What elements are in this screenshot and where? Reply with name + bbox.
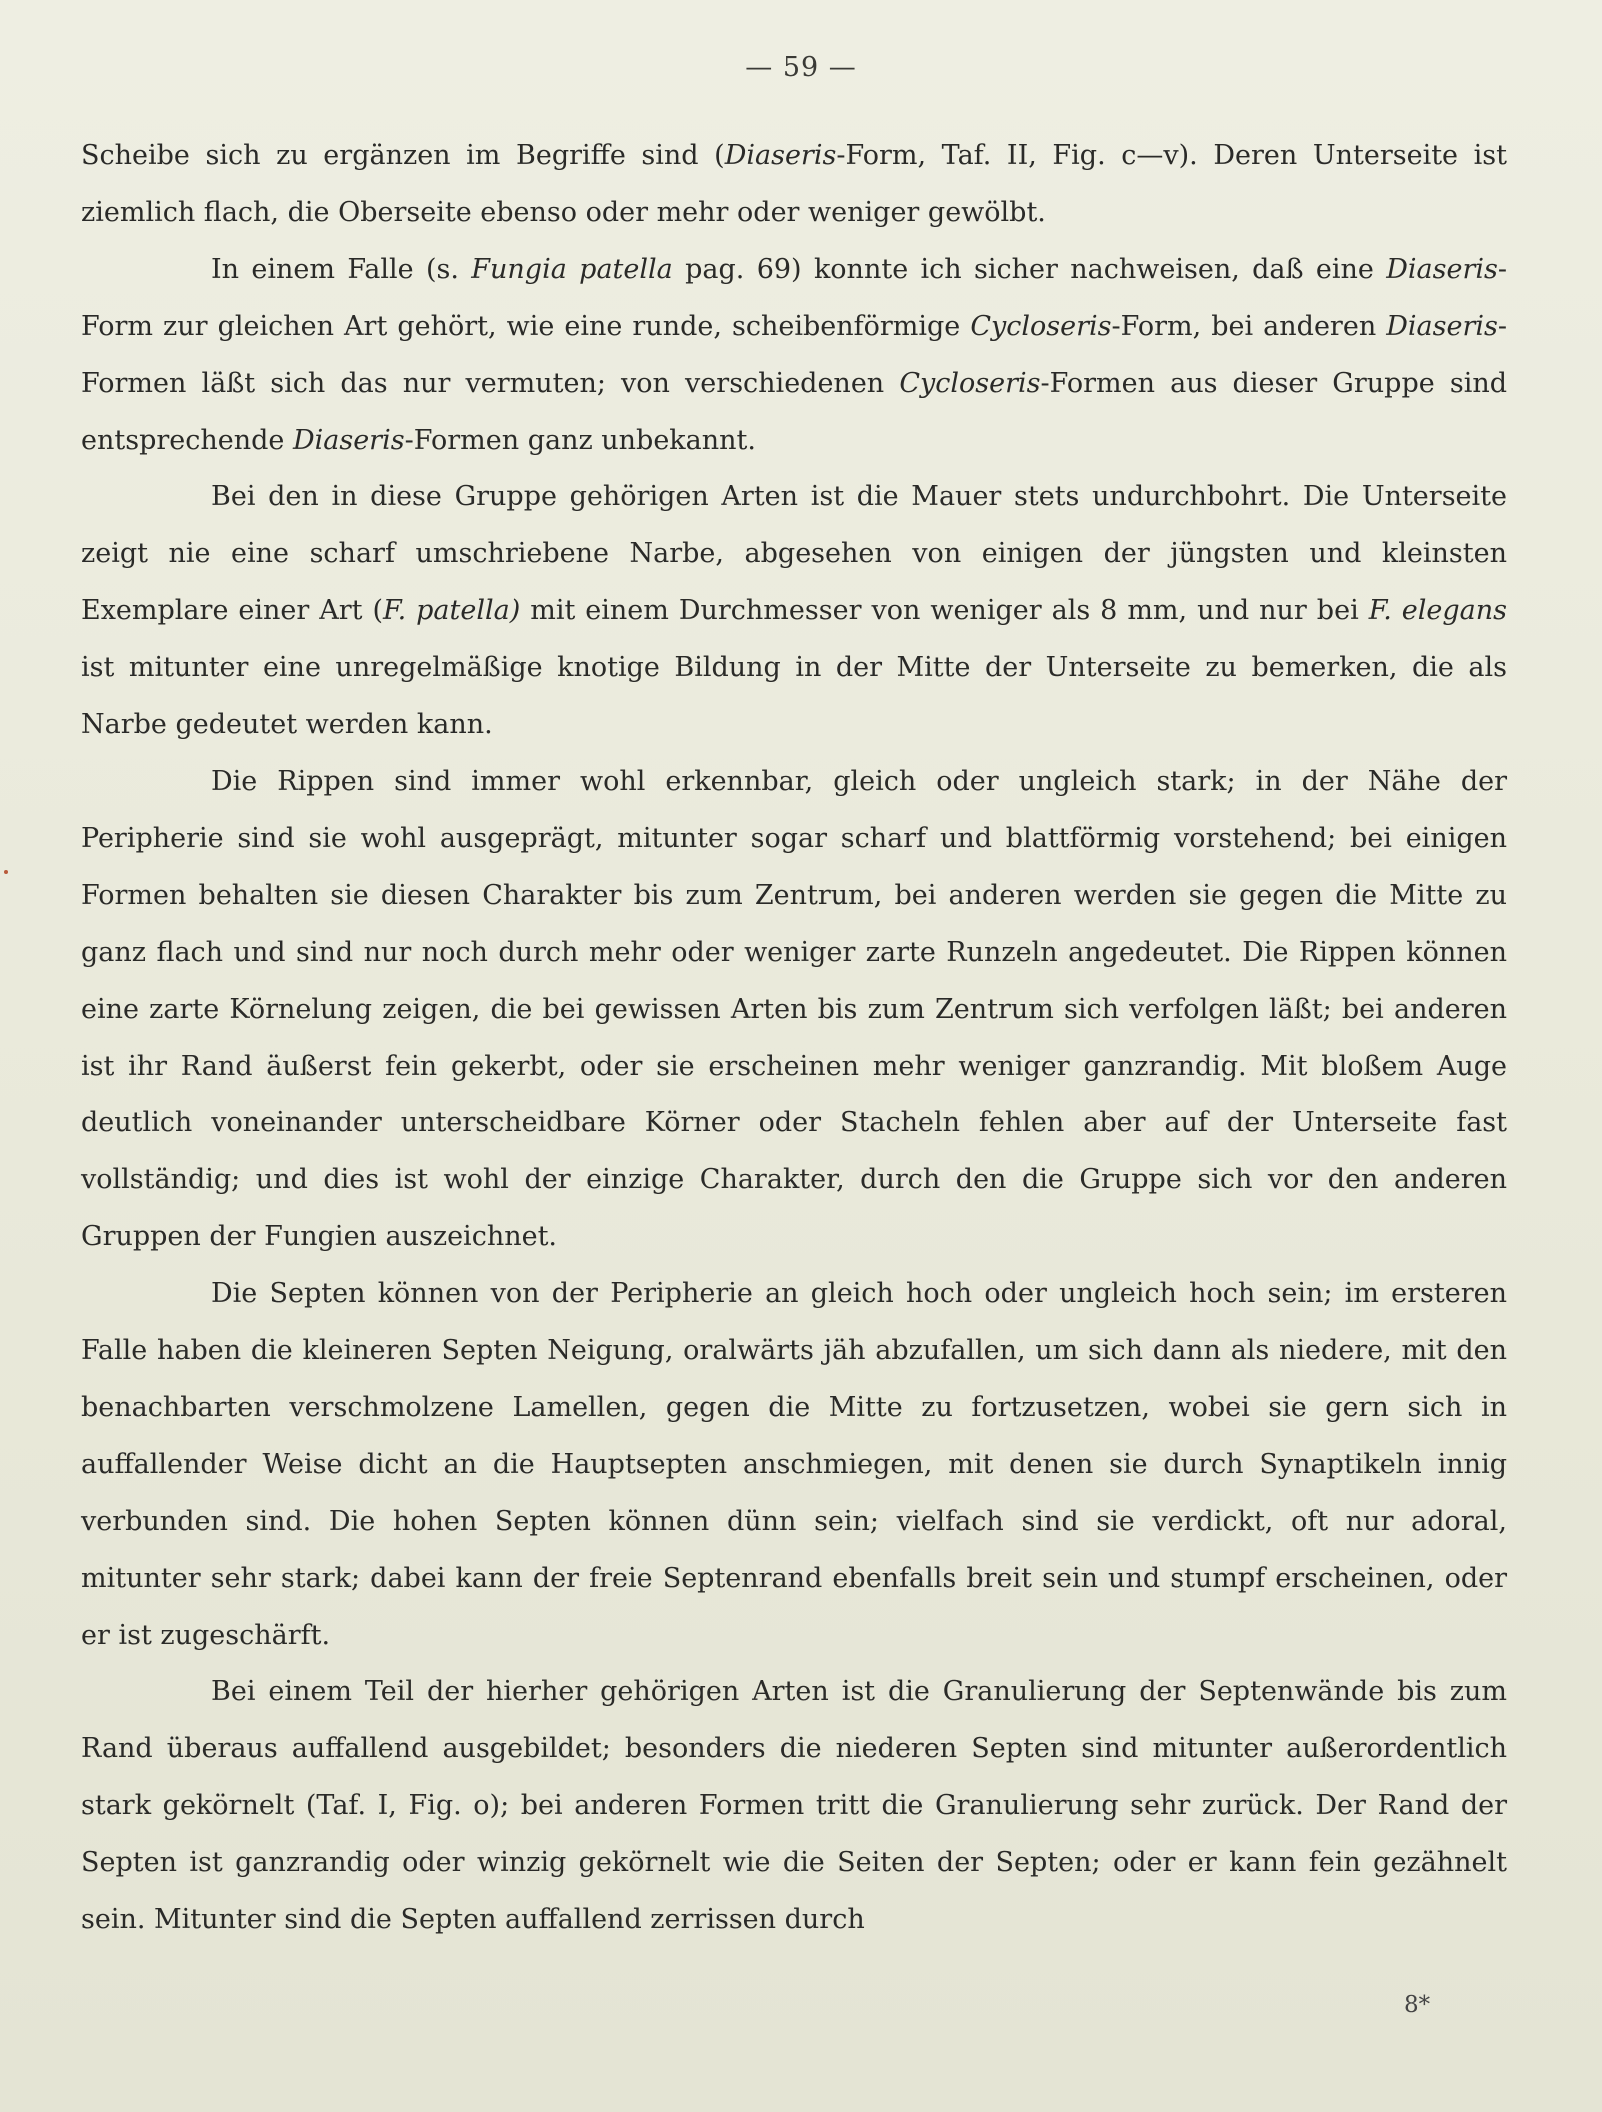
margin-speck bbox=[4, 870, 8, 874]
paragraph: Bei den in diese Gruppe gehörigen Arten ist die Mauer stets undurchbohrt. Die Unterseite zeigt nie eine scharf umschriebene Narbe, abgesehen von einigen der jüngsten und kleinsten Exemplare einer Art (F. patella) mit einem Durchmesser von weniger als 8 mm, und nur bei F. elegans ist mitunter eine unregelmäßige knotige Bildung in der Mitte der Unterseite zu bemerken, die als Narbe gedeutet werden kann. bbox=[81, 481, 1507, 741]
paragraph: In einem Falle (s. Fungia patella pag. 69) konnte ich sicher nachweisen, daß eine Diaseris-Form zur gleichen Art gehört, wie eine runde, scheibenförmige Cycloseris-Form, bei anderen Diaseris-Formen läßt sich das nur vermuten; von verschiedenen Cycloseris-Formen aus dieser Gruppe sind entsprechende Diaseris-Formen ganz unbekannt. bbox=[81, 253, 1507, 456]
paragraph: Bei einem Teil der hierher gehörigen Arten ist die Granulierung der Septenwände bis zum Rand überaus auffallend ausgebildet; besonders die niederen Septen sind mitunter außerordentlich stark gekörnelt (Taf. I, Fig. o); bei anderen Formen tritt die Granulierung sehr zurück. Der Rand der Septen ist ganzrandig oder winzig gekörnelt wie die Seiten der Septen; oder er kann fein gezähnelt sein. Mitunter sind die Septen auffallend zerrissen durch bbox=[81, 1676, 1507, 1936]
paragraph: Scheibe sich zu ergänzen im Begriffe sind (Diaseris-Form, Taf. II, Fig. c—v). Deren Unterseite ist ziemlich flach, die Oberseite ebenso oder mehr oder weniger gewölbt. bbox=[81, 140, 1507, 228]
paragraph: Die Rippen sind immer wohl erkennbar, gleich oder ungleich stark; in der Nähe der Peripherie sind sie wohl ausgeprägt, mitunter sogar scharf und blattförmig vorstehend; bei einigen Formen behalten sie diesen Charakter bis zum Zentrum, bei anderen werden sie gegen die Mitte zu ganz flach und sind nur noch durch mehr oder weniger zarte Runzeln angedeutet. Die Rippen können eine zarte Körnelung zeigen, die bei gewissen Arten bis zum Zentrum sich verfolgen läßt; bei anderen ist ihr Rand äußerst fein gekerbt, oder sie erscheinen mehr weniger ganzrandig. Mit bloßem Auge deutlich voneinander unterscheidbare Körner oder Stacheln fehlen aber auf der Unterseite fast vollständig; und dies ist wohl der einzige Charakter, durch den die Gruppe sich vor den anderen Gruppen der Fungien auszeichnet. bbox=[81, 765, 1507, 1253]
paragraph: Die Septen können von der Peripherie an gleich hoch oder ungleich hoch sein; im ersteren Falle haben die kleineren Septen Neigung, oralwärts jäh abzufallen, um sich dann als niedere, mit den benachbarten verschmolzene Lamellen, gegen die Mitte zu fortzusetzen, wobei sie gern sich in auffallender Weise dicht an die Hauptsepten anschmiegen, mit denen sie durch Synaptikeln innig verbunden sind. Die hohen Septen können dünn sein; vielfach sind sie verdickt, oft nur adoral, mitunter sehr stark; dabei kann der freie Septenrand ebenfalls breit sein und stumpf erscheinen, oder er ist zugeschärft. bbox=[81, 1278, 1507, 1651]
page-number: — 59 — bbox=[745, 52, 857, 83]
body-text bbox=[81, 128, 1507, 1949]
signature-mark: 8* bbox=[1404, 1992, 1431, 2018]
